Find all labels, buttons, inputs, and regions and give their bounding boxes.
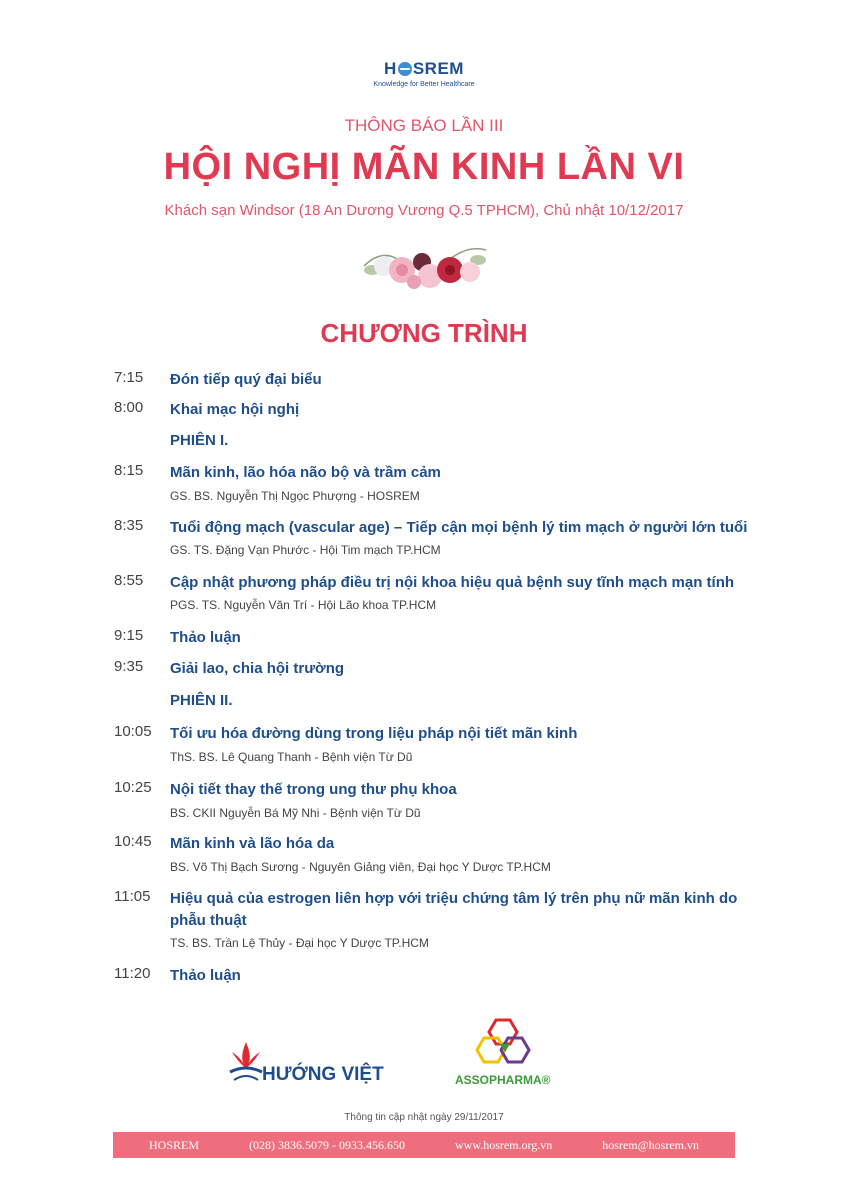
item-speaker: TS. BS. Trần Lệ Thủy - Đại học Y Dược TP.HCM [170, 936, 429, 950]
item-time: 7:15 [114, 369, 144, 386]
program-heading: CHƯƠNG TRÌNH [320, 318, 528, 348]
updated-note: Thông tin cập nhật ngày 29/11/2017 [344, 1112, 504, 1123]
item-topic: Thảo luận [170, 629, 241, 646]
hosrem-logo [0, 60, 848, 88]
item-time: 9:15 [114, 627, 144, 644]
item-topic: Đón tiếp quý đại biểu [170, 371, 322, 388]
assopharma-logo-icon [474, 1016, 540, 1072]
logo-name: H SREM [384, 59, 464, 78]
huong-viet-logo-icon [226, 1038, 266, 1086]
item-topic: Mãn kinh và lão hóa da [170, 835, 335, 852]
item-time: 11:05 [114, 888, 151, 905]
footer-website: www.hosrem.org.vn [454, 1137, 553, 1152]
item-speaker: BS. Võ Thị Bạch Sương - Nguyên Giảng viên, Đại học Y Dược TP.HCM [170, 860, 551, 874]
item-time: 11:20 [114, 965, 151, 982]
notice-label: THÔNG BÁO LẦN III [344, 116, 504, 135]
item-time: 10:45 [114, 833, 152, 850]
footer-org: HOSREM [149, 1137, 200, 1152]
item-topic: Thảo luận [170, 967, 241, 984]
item-time: 10:05 [114, 723, 152, 740]
globe-icon [398, 62, 412, 76]
footer-bar [113, 1132, 735, 1158]
item-speaker: GS. TS. Đặng Vạn Phước - Hội Tim mạch TP.HCM [170, 543, 441, 557]
item-time: 9:35 [114, 658, 144, 675]
item-speaker: PGS. TS. Nguyễn Văn Trí - Hội Lão khoa TP.HCM [170, 598, 437, 612]
item-time: 8:55 [114, 572, 144, 589]
item-speaker: GS. BS. Nguyễn Thị Ngọc Phượng - HOSREM [170, 489, 420, 503]
item-topic: Tuổi động mạch (vascular age) – Tiếp cận mọi bệnh lý tim mạch ở người lớn tuổi [170, 519, 748, 536]
item-speaker: ThS. BS. Lê Quang Thanh - Bệnh viện Từ Dũ [170, 750, 413, 764]
item-time: 8:35 [114, 517, 144, 534]
flower-decoration-icon [354, 236, 494, 296]
footer-email: hosrem@hosrem.vn [602, 1137, 699, 1152]
item-topic: Mãn kinh, lão hóa não bộ và trầm cảm [170, 464, 441, 481]
item-topic: Cập nhật phương pháp điều trị nội khoa hiệu quả bệnh suy tĩnh mạch mạn tính [170, 574, 735, 591]
item-topic: Giải lao, chia hội trường [170, 660, 345, 677]
footer-phone: (028) 3836.5079 - 0933.456.650 [249, 1137, 405, 1152]
item-topic: Khai mạc hội nghị [170, 401, 300, 418]
item-time: 8:00 [114, 399, 144, 416]
item-topic: Hiệu quả của estrogen liên hợp với triệu chứng tâm lý trên phụ nữ mãn kinh do phẫu thuật [170, 890, 738, 929]
huong-viet-name: HƯỚNG VIỆT [262, 1064, 384, 1085]
item-topic: Tối ưu hóa đường dùng trong liệu pháp nội tiết mãn kinh [170, 725, 578, 742]
item-time: 10:25 [114, 779, 152, 796]
item-time: 8:15 [114, 462, 144, 479]
logo-tagline: Knowledge for Better Healthcare [373, 81, 475, 88]
session-label: PHIÊN I. [170, 432, 229, 449]
item-speaker: BS. CKII Nguyễn Bá Mỹ Nhi - Bệnh viện Từ Dũ [170, 806, 421, 820]
venue-info: Khách sạn Windsor (18 An Dương Vương Q.5 TPHCM), Chủ nhật 10/12/2017 [164, 202, 684, 219]
session-label: PHIÊN II. [170, 692, 233, 709]
item-topic: Nội tiết thay thế trong ung thư phụ khoa [170, 781, 457, 798]
page-title: HỘI NGHỊ MÃN KINH LẦN VI [163, 146, 685, 188]
assopharma-name: ASSOPHARMA® [455, 1073, 551, 1087]
